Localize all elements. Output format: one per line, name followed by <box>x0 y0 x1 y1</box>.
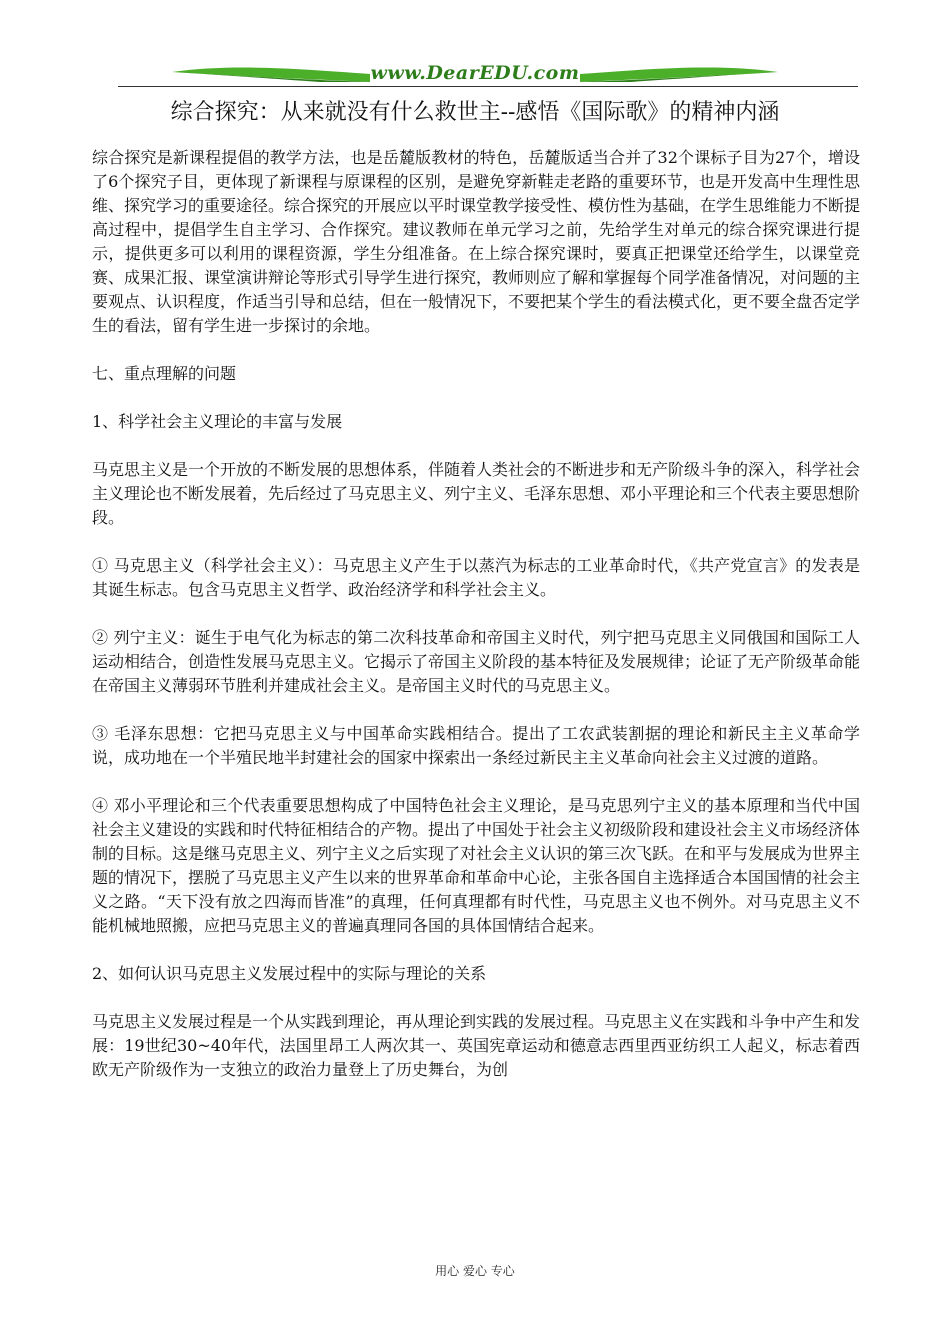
subsection-heading: 2、如何认识马克思主义发展过程中的实际与理论的关系 <box>92 964 487 983</box>
header-divider <box>118 86 858 87</box>
body-paragraph: 马克思主义发展过程是一个从实践到理论，再从理论到实践的发展过程。马克思主义在实践和斗争中产生和发展：19世纪30~40年代，法国里昂工人两次其一、英国宪章运动和德意志西里西亚纺织工人起义，标志着西欧无产阶级作为一支独立的政治力量登上了历史舞台，为创 <box>92 1012 861 1079</box>
list-item-mao-thought: ③ 毛泽东思想：它把马克思主义与中国革命实践相结合。提出了工农武装割据的理论和新民主主义革命学说，成功地在一个半殖民地半封建社会的国家中探索出一条经过新民主主义革命向社会主义过渡的道路。 <box>92 724 860 767</box>
list-item-marxism: ① 马克思主义（科学社会主义）：马克思主义产生于以蒸汽为标志的工业革命时代，《共产党宣言》的发表是其诞生标志。包含马克思主义哲学、政治经济学和科学社会主义。 <box>92 556 860 599</box>
body-paragraph: 马克思主义是一个开放的不断发展的思想体系，伴随着人类社会的不断进步和无产阶级斗争的深入，科学社会主义理论也不断发展着，先后经过了马克思主义、列宁主义、毛泽东思想、邓小平理论和三个代表主要思想阶段。 <box>92 460 861 527</box>
section-heading: 七、重点理解的问题 <box>92 364 237 383</box>
banner-site-name: www.DearEDU.com <box>370 62 580 84</box>
header-banner <box>170 60 780 96</box>
subsection-heading: 1、科学社会主义理论的丰富与发展 <box>92 412 343 431</box>
document-body <box>92 146 860 1106</box>
intro-paragraph: 综合探究是新课程提倡的教学方法，也是岳麓版教材的特色，岳麓版适当合并了32个课标子目为27个，增设了6个探究子目，更体现了新课程与原课程的区别，是避免穿新鞋走老路的重要环节，也是开发高中生理性思维、探究学习的重要途径。综合探究的开展应以平时课堂教学接受性、模仿性为基础，在学生思维能力不断提高过程中，提倡学生自主学习、合作探究。建议教师在单元学习之前，先给学生对单元的综合探究课进行提示，提供更多可以利用的课程资源，学生分组准备。在上综合探究课时，要真正把课堂还给学生，以课堂竞赛、成果汇报、课堂演讲辩论等形式引导学生进行探究，教师则应了解和掌握每个同学准备情况，对问题的主要观点、认识程度，作适当引导和总结，但在一般情况下，不要把某个学生的看法模式化，更不要全盘否定学生的看法，留有学生进一步探讨的余地。 <box>92 148 861 335</box>
page-footer: 用心 爱心 专心 <box>435 1264 515 1278</box>
list-item-leninism: ② 列宁主义：诞生于电气化为标志的第二次科技革命和帝国主义时代，列宁把马克思主义同俄国和国际工人运动相结合，创造性发展马克思主义。它揭示了帝国主义阶段的基本特征及发展规律；论证了无产阶级革命能在帝国主义薄弱环节胜利并建成社会主义。是帝国主义时代的马克思主义。 <box>92 628 861 695</box>
document-title: 综合探究：从来就没有什么救世主--感悟《国际歌》的精神内涵 <box>170 100 780 125</box>
list-item-deng-theory: ④ 邓小平理论和三个代表重要思想构成了中国特色社会主义理论，是马克思列宁主义的基本原理和当代中国社会主义建设的实践和时代特征相结合的产物。提出了中国处于社会主义初级阶段和建设社会主义市场经济体制的目标。这是继马克思主义、列宁主义之后实现了对社会主义认识的第三次飞跃。在和平与发展成为世界主题的情况下，摆脱了马克思主义产生以来的世界革命和革命中心论，主张各国自主选择适合本国国情的社会主义之路。“天下没有放之四海而皆准”的真理，任何真理都有时代性，马克思主义也不例外。对马克思主义不能机械地照搬，应把马克思主义的普遍真理同各国的具体国情结合起来。 <box>92 796 861 935</box>
